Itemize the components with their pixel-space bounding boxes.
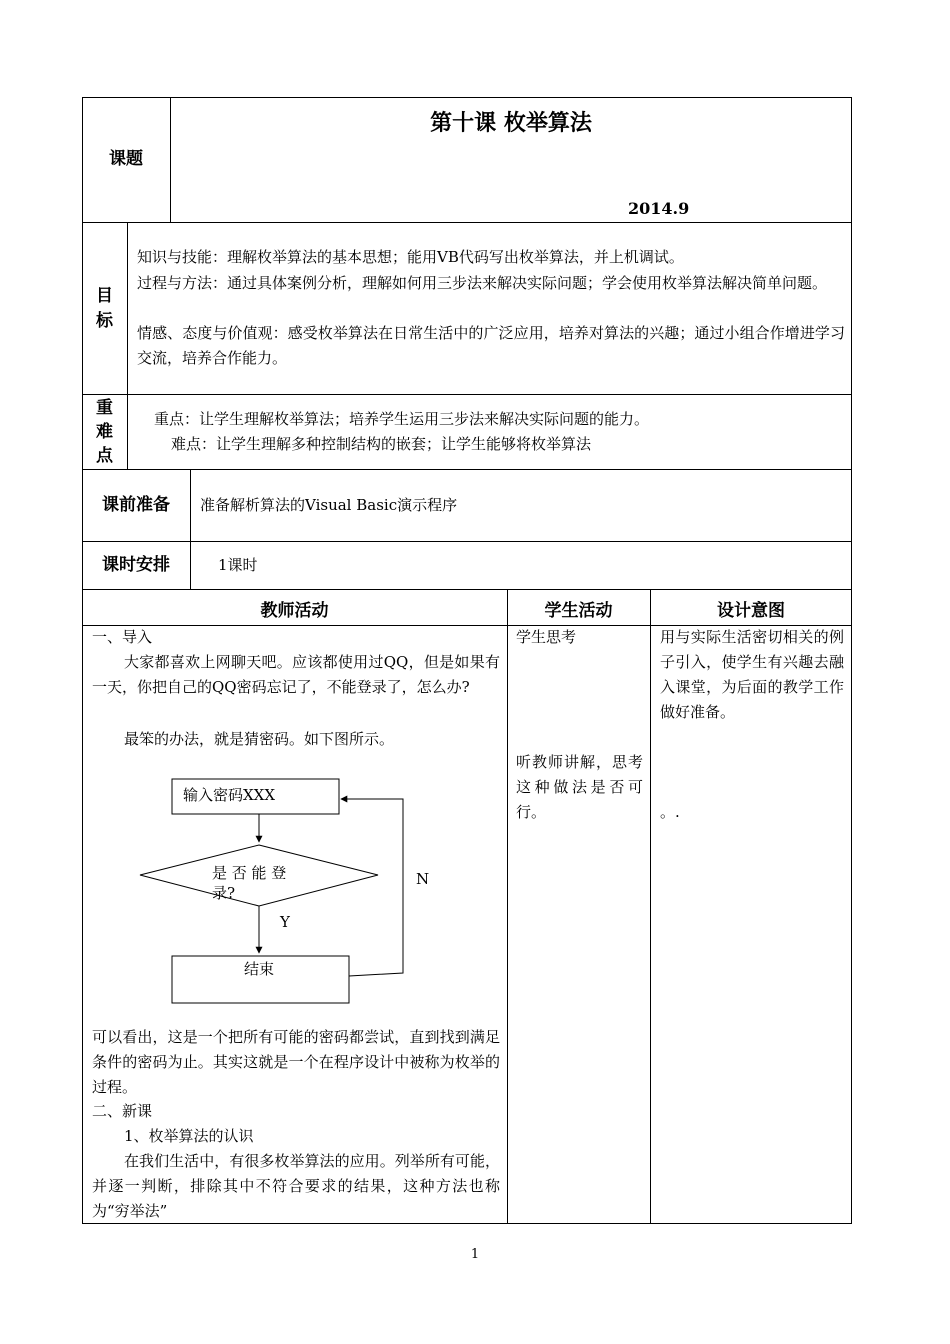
col-divider: [507, 589, 508, 1224]
goals-label-2: 标: [96, 311, 113, 331]
goals-label-1: 目: [96, 286, 113, 306]
row-divider: [82, 394, 852, 395]
prep-label: 课前准备: [102, 495, 170, 515]
topic-label: 课题: [109, 149, 143, 169]
key-point: 重点：让学生理解枚举算法；培养学生运用三步法来解决实际问题的能力。: [154, 410, 650, 428]
intro-heading: 一、导入: [92, 628, 153, 646]
col-header-design: 设计意图: [717, 601, 785, 621]
conclusion-paragraph: 可以看出，这是一个把所有可能的密码都尝试，直到找到满足条件的密码为止。其实这就是一个在程序设计中被称为枚举的过程。: [92, 1028, 500, 1096]
col-divider: [127, 222, 128, 394]
flow-yes-label: Y: [280, 913, 290, 931]
col-header-teacher: 教师活动: [260, 601, 329, 621]
lesson-date: 2014.9: [628, 199, 690, 218]
keypoints-label-2: 难: [96, 422, 113, 442]
keypoints-label-3: 点: [96, 446, 113, 466]
col-divider: [190, 541, 191, 589]
col-header-student: 学生活动: [544, 601, 613, 621]
sub-heading: 1、枚举算法的认识: [124, 1127, 254, 1145]
intro-paragraph-2: 最笨的办法，就是猜密码。如下图所示。: [124, 730, 395, 748]
flow-input-label: 输入密码XXX: [183, 786, 276, 804]
row-divider: [82, 589, 852, 590]
flow-no-label: N: [416, 870, 430, 888]
col-divider: [127, 394, 128, 469]
col-divider: [190, 469, 191, 541]
flow-decision-label-2: 录?: [212, 884, 236, 902]
prep-value: 准备解析算法的Visual Basic演示程序: [200, 496, 458, 514]
design-intent: 用与实际生活密切相关的例子引入，使学生有兴趣去融入课堂，为后面的教学工作做好准备。: [660, 628, 844, 721]
goal-process: 过程与方法：通过具体案例分析，理解如何用三步法来解决实际问题；学会使用枚举算法解决简单问题。: [137, 274, 828, 292]
goal-knowledge: 知识与技能：理解枚举算法的基本思想；能用VB代码写出枚举算法，并上机调试。: [137, 248, 684, 266]
student-think: 学生思考: [516, 628, 577, 646]
lesson-title: 第十课 枚举算法: [430, 110, 592, 136]
difficulty-point: 难点：让学生理解多种控制结构的嵌套；让学生能够将枚举算法: [171, 435, 592, 453]
flow-end-label: 结束: [244, 960, 275, 978]
schedule-value: 1课时: [218, 556, 258, 574]
flow-decision-label-1: 是 否 能 登: [212, 864, 287, 882]
goal-emotion: 情感、态度与价值观：感受枚举算法在日常生活中的广泛应用，培养对算法的兴趣；通过小组合作增进学习交流，培养合作能力。: [137, 324, 845, 367]
new-lesson-paragraph: 在我们生活中，有很多枚举算法的应用。列举所有可能，并逐一判断，排除其中不符合要求的结果，这种方法也称为“穷举法”: [92, 1152, 500, 1220]
row-divider: [82, 469, 852, 470]
col-divider: [650, 589, 651, 1224]
page-number: 1: [470, 1247, 480, 1262]
row-divider: [82, 541, 852, 542]
student-listen: 听教师讲解，思考这种做法是否可行。: [516, 753, 643, 821]
schedule-label: 课时安排: [102, 555, 170, 575]
row-divider: [82, 222, 852, 223]
password-flowchart: [130, 770, 430, 1015]
design-dots: 。.: [660, 803, 680, 821]
keypoints-label-1: 重: [96, 398, 113, 418]
new-lesson-heading: 二、新课: [92, 1102, 153, 1120]
intro-paragraph: 大家都喜欢上网聊天吧。应该都使用过QQ，但是如果有一天，你把自己的QQ密码忘记了，不能登录了，怎么办?: [92, 653, 500, 696]
